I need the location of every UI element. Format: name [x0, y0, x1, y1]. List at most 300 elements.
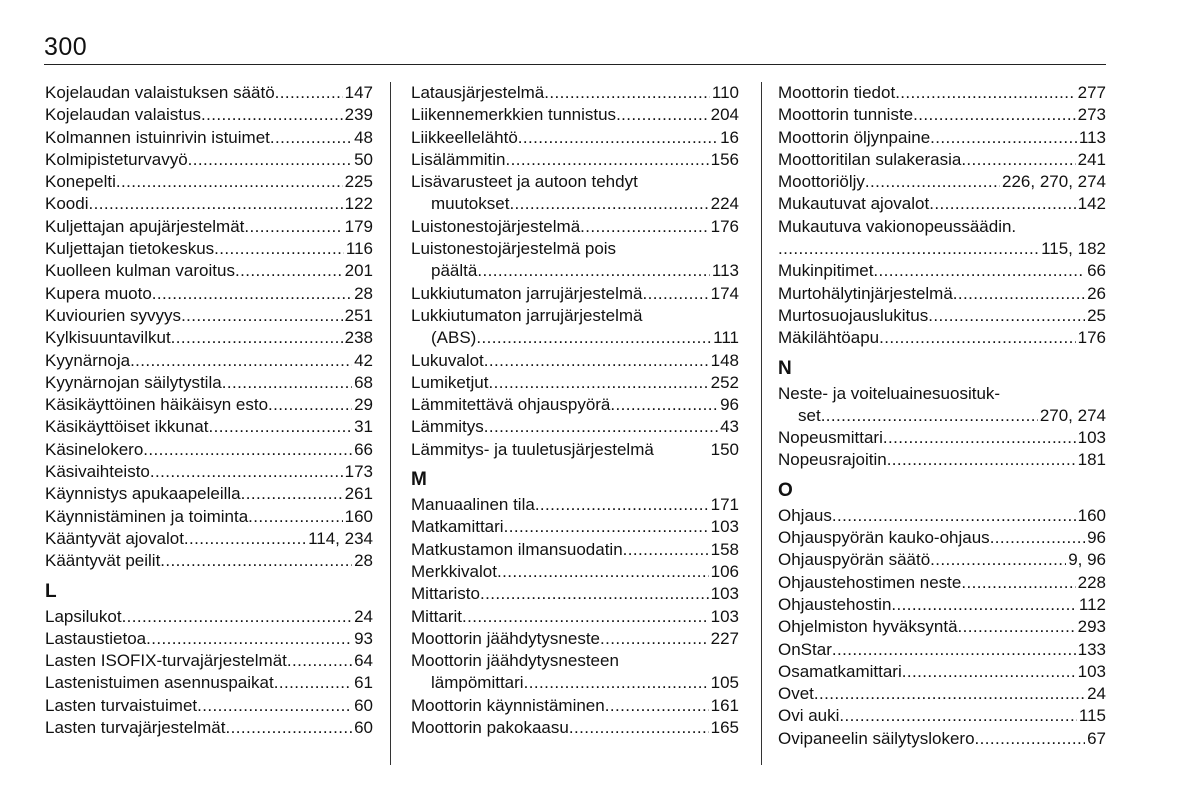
index-entry-text: Kyynärnojan säilytystila — [45, 372, 222, 392]
index-entry — [778, 149, 1106, 171]
index-entry-page: 50 — [354, 149, 373, 169]
index-entry-text: (ABS) — [431, 328, 477, 348]
index-entry — [45, 171, 373, 193]
index-entry-text: Moottorin tunniste — [778, 105, 914, 125]
index-entry-text: Lastaustietoa — [45, 628, 147, 648]
index-entry-page: 28 — [354, 551, 373, 571]
index-entry-text: Lapsilukot — [45, 606, 122, 626]
dot-leader — [208, 416, 352, 438]
index-entry-text: Kojelaudan valaistus — [45, 105, 201, 125]
index-entry — [778, 427, 1106, 449]
dot-leader — [891, 594, 1076, 616]
dot-leader — [929, 193, 1075, 215]
dot-leader — [171, 327, 343, 349]
index-entry — [778, 505, 1106, 527]
index-entry-page: 204 — [710, 105, 739, 125]
index-entry — [45, 717, 373, 739]
index-entry-text: Moottorin öljynpaine — [778, 127, 931, 147]
index-entry-text: Kylkisuuntavilkut — [45, 328, 171, 348]
index-entry-page: 142 — [1077, 194, 1106, 214]
index-entry — [45, 327, 373, 349]
index-entry — [411, 606, 739, 628]
index-entry-text: Osamatkamittari — [778, 661, 902, 681]
index-entry-page: 252 — [710, 372, 739, 392]
index-entry-text: Ohjauspyörän kauko-ohjaus — [778, 528, 990, 548]
index-entry — [778, 238, 1106, 260]
index-entry-text: Neste- ja voiteluainesuosituk- — [778, 383, 1001, 403]
index-entry-page: 273 — [1077, 105, 1106, 125]
dot-leader — [477, 260, 710, 282]
index-entry — [411, 327, 739, 349]
index-entry-page: 26 — [1087, 283, 1106, 303]
index-entry — [411, 561, 739, 583]
index-entry-page: 60 — [354, 718, 373, 738]
index-entry — [411, 628, 739, 650]
dot-leader — [524, 672, 709, 694]
index-entry-page: 181 — [1077, 450, 1106, 470]
dot-leader — [961, 572, 1075, 594]
column-divider — [761, 82, 762, 765]
index-entry-text: Luistonestojärjestelmä pois — [411, 239, 617, 259]
index-entry-text: Ovipaneelin säilytyslokero — [778, 728, 975, 748]
index-entry-page: 68 — [354, 372, 373, 392]
index-entry-text: Lukkiutumaton jarrujärjestelmä — [411, 283, 643, 303]
index-entry-page: 158 — [710, 539, 739, 559]
index-entry-text: Konepelti — [45, 172, 116, 192]
index-entry-page: 201 — [344, 261, 373, 281]
index-entry-page: 66 — [1087, 261, 1106, 281]
index-entry — [411, 193, 739, 215]
index-column-2 — [411, 82, 739, 739]
index-entry-text: Liikennemerkkien tunnistus — [411, 105, 617, 125]
index-entry-text: Käynnistys apukaapeleilla — [45, 484, 241, 504]
header-rule — [44, 64, 1106, 65]
index-entry-page: 171 — [710, 495, 739, 515]
index-entry-page: 16 — [720, 127, 739, 147]
index-entry — [411, 394, 739, 416]
dot-leader — [274, 672, 352, 694]
index-entry-text: muutokset — [431, 194, 510, 214]
index-entry — [411, 127, 739, 149]
dot-leader — [197, 695, 352, 717]
dot-leader — [201, 104, 343, 126]
index-entry-text: Lasten turvaistuimet — [45, 695, 198, 715]
index-entry-text: Ohjaustehostin — [778, 594, 892, 614]
index-entry-text: Käynnistäminen ja toiminta — [45, 506, 249, 526]
index-entry — [45, 350, 373, 372]
dot-leader — [930, 127, 1077, 149]
index-column-1 — [45, 82, 373, 739]
index-entry-page: 148 — [710, 350, 739, 370]
dot-leader — [643, 283, 709, 305]
index-entry — [778, 683, 1106, 705]
dot-leader — [116, 171, 343, 193]
dot-leader — [275, 82, 343, 104]
index-entry-page: 226, 270, 274 — [1002, 172, 1106, 192]
index-entry — [778, 527, 1106, 549]
index-entry-page: 29 — [354, 395, 373, 415]
dot-leader — [152, 283, 352, 305]
index-entry-page: 103 — [710, 606, 739, 626]
dot-leader — [814, 683, 1085, 705]
dot-leader — [287, 650, 352, 672]
index-entry-page: 225 — [344, 172, 373, 192]
index-entry-text: Nopeusmittari — [778, 428, 883, 448]
dot-leader — [535, 494, 709, 516]
index-entry-text: Mittaristo — [411, 584, 480, 604]
index-entry-text: Lisävarusteet ja autoon tehdyt — [411, 172, 638, 192]
dot-leader — [990, 527, 1085, 549]
dot-leader — [879, 327, 1076, 349]
index-entry — [45, 695, 373, 717]
index-entry-text: Mittarit — [411, 606, 462, 626]
index-entry-text: Lämmitettävä ohjauspyörä — [411, 395, 611, 415]
index-entry — [411, 717, 739, 739]
index-entry — [411, 149, 739, 171]
index-entry-page: 112 — [1078, 594, 1106, 614]
index-entry-page: 105 — [710, 673, 739, 693]
index-entry-page: 114, 234 — [308, 528, 373, 548]
index-column-3 — [778, 82, 1106, 750]
index-entry-text: Lukkiutumaton jarrujärjestelmä — [411, 305, 643, 325]
index-entry-page: 156 — [710, 149, 739, 169]
index-entry-page: 64 — [354, 651, 373, 671]
index-entry-text: Kuolleen kulman varoitus — [45, 261, 235, 281]
index-entry — [411, 516, 739, 538]
dot-leader — [569, 717, 709, 739]
index-entry — [45, 127, 373, 149]
index-entry-text: Murtohälytinjärjestelmä — [778, 283, 953, 303]
index-entry-page: 133 — [1077, 639, 1106, 659]
index-entry-page: 228 — [1077, 572, 1106, 592]
index-entry — [45, 483, 373, 505]
dot-leader — [873, 260, 1085, 282]
index-entry-text: Lasten turvajärjestelmät — [45, 718, 226, 738]
index-entry-text: Käsikäyttöiset ikkunat — [45, 417, 209, 437]
index-entry-text: Matkustamon ilmansuodatin — [411, 539, 623, 559]
index-entry-page: 238 — [344, 328, 373, 348]
index-entry-text: päältä — [431, 261, 478, 281]
index-entry — [778, 327, 1106, 349]
index-entry — [45, 416, 373, 438]
index-entry-page: 161 — [710, 695, 739, 715]
index-entry — [411, 439, 739, 461]
index-entry-page: 176 — [710, 216, 739, 236]
index-entry-page: 61 — [354, 673, 373, 693]
dot-leader — [88, 193, 342, 215]
index-entry — [778, 572, 1106, 594]
column-divider — [390, 82, 391, 765]
index-entry — [778, 639, 1106, 661]
dot-leader — [268, 394, 352, 416]
index-entry-page: 116 — [345, 239, 373, 259]
index-entry-page: 147 — [344, 83, 373, 102]
index-entry-text: Mukautuvat ajovalot — [778, 194, 930, 214]
index-entry — [778, 405, 1106, 427]
index-entry-text: Mukinpitimet — [778, 261, 874, 281]
index-entry-text: Kuviourien syvyys — [45, 305, 182, 325]
dot-leader — [181, 305, 343, 327]
index-entry — [45, 149, 373, 171]
index-entry — [45, 216, 373, 238]
index-entry-text: Mukautuva vakionopeussäädin. — [778, 216, 1017, 236]
index-entry-text: Käsikäyttöinen häikäisyn esto — [45, 395, 269, 415]
index-entry-page: 93 — [354, 628, 373, 648]
index-entry-page: 160 — [1077, 505, 1106, 525]
index-entry-text: Murtosuojauslukitus — [778, 305, 929, 325]
index-entry-page: 293 — [1077, 617, 1106, 637]
index-entry — [411, 82, 739, 104]
index-entry — [778, 549, 1106, 571]
index-entry-text: Lämmitys — [411, 417, 484, 437]
dot-leader — [930, 549, 1066, 571]
index-entry — [45, 461, 373, 483]
index-entry-text: Ohjelmiston hyväksyntä — [778, 617, 958, 637]
section-letter: N — [778, 357, 792, 379]
dot-leader — [480, 583, 709, 605]
dot-leader — [225, 717, 352, 739]
index-entry-text: Matkamittari — [411, 517, 504, 537]
dot-leader — [150, 461, 343, 483]
index-entry — [778, 661, 1106, 683]
index-entry-text: Ovi auki — [778, 706, 840, 726]
index-entry-text: Kääntyvät peilit — [45, 551, 161, 571]
index-entry-page: 103 — [710, 517, 739, 537]
index-entry — [45, 439, 373, 461]
index-entry-page: 251 — [344, 305, 373, 325]
index-entry — [411, 539, 739, 561]
index-entry-text: Kääntyvät ajovalot — [45, 528, 184, 548]
dot-leader — [122, 606, 353, 628]
index-entry-text: Luistonestojärjestelmä — [411, 216, 581, 236]
index-entry — [778, 82, 1106, 104]
index-entry-text: Moottorin tiedot — [778, 83, 896, 102]
dot-leader — [214, 238, 344, 260]
index-entry-page: 173 — [344, 462, 373, 482]
index-entry — [45, 104, 373, 126]
dot-leader — [484, 416, 718, 438]
index-entry-text: Käsivaihteisto — [45, 462, 150, 482]
index-entry-page: 60 — [354, 695, 373, 715]
dot-leader — [895, 82, 1075, 104]
index-entry-text: Lukuvalot — [411, 350, 484, 370]
dot-leader — [488, 372, 708, 394]
index-entry-page: 115, 182 — [1041, 239, 1106, 259]
index-entry — [411, 372, 739, 394]
index-entry — [778, 305, 1106, 327]
index-entry-text: Ohjaus — [778, 505, 832, 525]
index-entry-text: Lisälämmitin — [411, 149, 506, 169]
index-entry-page: 9, 96 — [1068, 550, 1106, 570]
index-entry-page: 115 — [1078, 706, 1106, 726]
dot-leader — [832, 639, 1076, 661]
index-entry-text: Moottoriöljy — [778, 172, 865, 192]
dot-leader — [188, 149, 352, 171]
dot-leader — [975, 728, 1086, 750]
index-entry — [45, 650, 373, 672]
index-entry — [45, 372, 373, 394]
index-entry — [411, 494, 739, 516]
dot-leader — [505, 149, 708, 171]
index-entry-text: set — [798, 405, 821, 425]
index-entry — [778, 260, 1106, 282]
dot-leader — [953, 283, 1085, 305]
index-entry-text: Nopeusrajoitin — [778, 450, 887, 470]
index-entry-page: 96 — [720, 395, 739, 415]
index-entry-page: 25 — [1087, 305, 1106, 325]
dot-leader — [222, 372, 352, 394]
index-entry-text: Lastenistuimen asennuspaikat — [45, 673, 274, 693]
dot-leader — [544, 82, 710, 104]
index-entry-text: Kolmipisteturvavyö — [45, 149, 188, 169]
index-entry-page: 261 — [344, 484, 373, 504]
index-entry-page: 241 — [1077, 149, 1106, 169]
index-entry — [411, 416, 739, 438]
dot-leader — [235, 260, 343, 282]
index-entry-page: 24 — [1087, 684, 1106, 704]
index-entry — [45, 260, 373, 282]
dot-leader — [184, 528, 306, 550]
index-entry — [45, 628, 373, 650]
index-entry-page: 113 — [711, 261, 739, 281]
dot-leader — [832, 505, 1076, 527]
section-letter: M — [411, 469, 427, 491]
index-entry — [45, 283, 373, 305]
index-entry-text: Lämmitys- ja tuuletusjärjestelmä — [411, 439, 654, 459]
dot-leader — [146, 628, 352, 650]
index-entry-text: Kuljettajan tietokeskus — [45, 239, 215, 259]
dot-leader — [865, 171, 1000, 193]
index-entry-text: Merkkivalot — [411, 561, 497, 581]
index-entry-page: 122 — [344, 194, 373, 214]
index-entry-text: Ohjaustehostimen neste — [778, 572, 962, 592]
index-entry-page: 28 — [354, 283, 373, 303]
index-entry-text: Moottorin jäähdytysnesteen — [411, 651, 619, 671]
dot-leader — [244, 216, 342, 238]
dot-leader — [509, 193, 708, 215]
index-entry-page: 174 — [710, 283, 739, 303]
index-entry-page: 176 — [1077, 328, 1106, 348]
dot-leader — [778, 238, 1039, 260]
index-entry — [411, 216, 739, 238]
index-entry-text: Mäkilähtöapu — [778, 328, 880, 348]
index-entry — [45, 305, 373, 327]
index-entry — [411, 672, 739, 694]
index-entry — [778, 728, 1106, 750]
index-entry-text: Kupera muoto — [45, 283, 152, 303]
index-entry-text: Moottorin käynnistäminen — [411, 695, 605, 715]
index-entry-page: 113 — [1078, 127, 1106, 147]
dot-leader — [518, 127, 718, 149]
index-entry — [778, 104, 1106, 126]
index-entry — [778, 616, 1106, 638]
dot-leader — [248, 506, 342, 528]
index-entry — [778, 594, 1106, 616]
dot-leader — [497, 561, 709, 583]
index-entry — [778, 283, 1106, 305]
index-entry — [45, 550, 373, 572]
dot-leader — [484, 350, 709, 372]
index-entry-page: 239 — [344, 105, 373, 125]
dot-leader — [476, 327, 711, 349]
index-entry-page: 103 — [710, 584, 739, 604]
index-entry — [45, 528, 373, 550]
index-entry-text: Moottorin pakokaasu — [411, 718, 569, 738]
index-entry-text: Lasten ISOFIX-turvajärjestelmät — [45, 651, 287, 671]
index-entry — [45, 193, 373, 215]
section-letter: O — [778, 479, 793, 501]
index-entry — [411, 695, 739, 717]
index-entry-page: 110 — [711, 83, 739, 102]
index-entry-text: Lumiketjut — [411, 372, 489, 392]
index-entry — [411, 583, 739, 605]
index-entry-text: Kolmannen istuinrivin istuimet — [45, 127, 270, 147]
index-entry-text: lämpömittari — [431, 673, 524, 693]
index-entry — [45, 394, 373, 416]
dot-leader — [270, 127, 352, 149]
dot-leader — [883, 427, 1076, 449]
dot-leader — [600, 628, 709, 650]
index-entry-page: 160 — [344, 506, 373, 526]
index-entry-text: Käsinelokero — [45, 439, 144, 459]
dot-leader — [821, 405, 1038, 427]
index-entry-text: OnStar — [778, 639, 832, 659]
index-entry-text: Koodi — [45, 194, 89, 214]
index-entry-page: 106 — [710, 561, 739, 581]
dot-leader — [839, 705, 1076, 727]
index-entry-page: 179 — [344, 216, 373, 236]
index-entry-page: 103 — [1077, 661, 1106, 681]
dot-leader — [130, 350, 352, 372]
index-entry-text: Ohjauspyörän säätö — [778, 550, 931, 570]
dot-leader — [887, 449, 1076, 471]
index-entry-text: Moottoritilan sulakerasia — [778, 149, 962, 169]
index-entry-page: 103 — [1077, 428, 1106, 448]
index-entry-page: 270, 274 — [1039, 405, 1106, 425]
index-entry-page: 43 — [720, 417, 739, 437]
dot-leader — [616, 104, 709, 126]
index-entry — [411, 283, 739, 305]
dot-leader — [913, 104, 1075, 126]
index-entry-text: Latausjärjestelmä — [411, 83, 545, 102]
index-entry-page: 31 — [354, 417, 373, 437]
index-entry-page: 96 — [1087, 528, 1106, 548]
index-entry — [45, 506, 373, 528]
dot-leader — [610, 394, 718, 416]
index-entry-page: 67 — [1087, 728, 1106, 748]
index-entry — [411, 350, 739, 372]
index-entry-page: 24 — [354, 606, 373, 626]
index-entry-page: 277 — [1077, 83, 1106, 102]
dot-leader — [241, 483, 343, 505]
index-entry-text: Kuljettajan apujärjestelmät — [45, 216, 245, 236]
index-entry — [778, 127, 1106, 149]
index-entry-text: Kyynärnoja — [45, 350, 131, 370]
section-letter: L — [45, 580, 57, 602]
index-entry-text: Ovet — [778, 684, 814, 704]
dot-leader — [623, 539, 709, 561]
index-entry — [45, 82, 373, 104]
index-entry — [778, 171, 1106, 193]
index-entry — [778, 705, 1106, 727]
dot-leader — [928, 305, 1085, 327]
index-entry-page: 165 — [710, 718, 739, 738]
index-entry-page: 111 — [713, 328, 739, 348]
dot-leader — [605, 695, 709, 717]
index-entry — [778, 449, 1106, 471]
index-entry — [411, 260, 739, 282]
index-entry-text: Moottorin jäähdytysneste — [411, 628, 600, 648]
